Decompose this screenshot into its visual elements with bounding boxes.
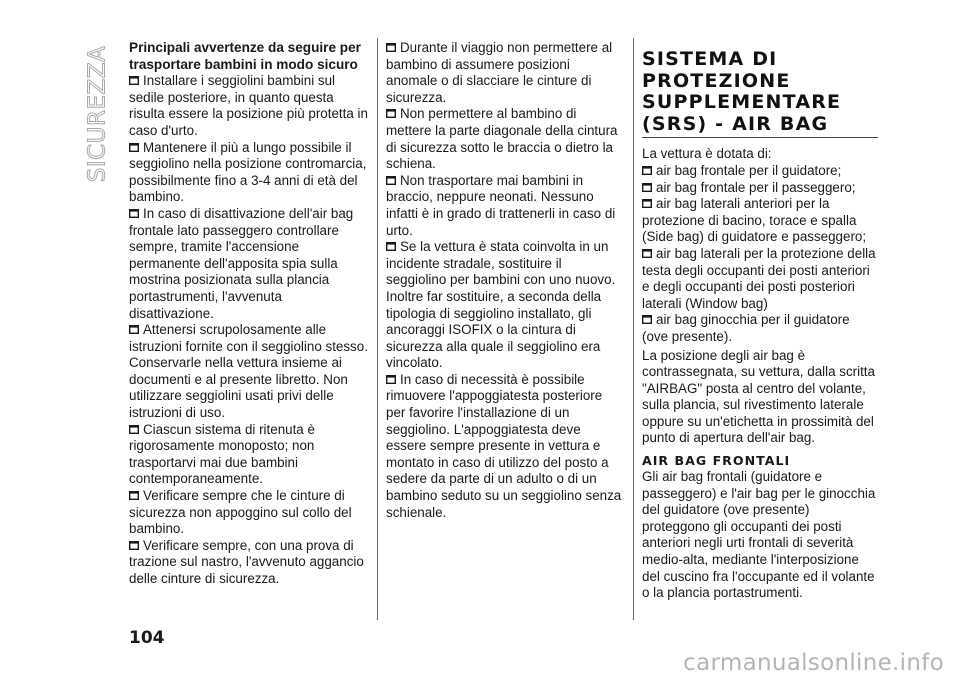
column-divider xyxy=(377,38,378,620)
checkbox-bullet-icon xyxy=(129,209,139,218)
list-item-text: air bag frontale per il guidatore; xyxy=(656,162,842,178)
list-item-text: Non permettere al bambino di mettere la parte diagonale della cintura di sicurezza sotto le braccia o dietro la schiena. xyxy=(386,106,618,172)
list-item-text: Non trasportare mai bambini in braccio, neppure neonati. Nessuno infatti è in grado di trattenerli in caso di urto. xyxy=(386,172,616,238)
position-text: La posizione degli air bag è contrassegnata, su vettura, dalla scritta "AIRBAG" posta al centro del volante, sulla plancia, sul rivestimento laterale oppure su un'etichetta in prossimità del punto di apertura dell'air bag. xyxy=(642,347,875,446)
intro-text: La vettura è dotata di: xyxy=(642,146,772,162)
list-item xyxy=(386,239,624,372)
section-side-tab-label: SICUREZZA xyxy=(84,45,111,183)
list-item-text: Installare i seggiolini bambini sul sedile posteriore, in quanto questa risulta essere la posizione più protetta in caso d'urto. xyxy=(129,73,368,138)
list-item xyxy=(129,488,369,538)
column-1-list xyxy=(129,73,369,587)
list-item xyxy=(386,173,624,239)
list-item-text: air bag frontale per il passeggero; xyxy=(656,179,856,195)
list-item xyxy=(386,40,624,106)
checkbox-bullet-icon xyxy=(642,183,652,192)
list-item-text: Verificare sempre, con una prova di trazione sul nastro, l'avvenuto aggancio delle cinture di sicurezza. xyxy=(129,537,364,586)
list-item xyxy=(129,538,369,588)
checkbox-bullet-icon xyxy=(386,109,396,118)
list-item xyxy=(642,196,878,246)
list-item xyxy=(129,73,369,139)
column-1 xyxy=(129,40,369,588)
list-item xyxy=(386,106,624,172)
list-item xyxy=(642,246,878,312)
column-1-subhead: Principali avvertenze da seguire per trasportare bambini in modo sicuro xyxy=(129,40,361,72)
list-item-text: air bag laterali anteriori per la protezione di bacino, torace e spalla (Side bag) di guidatore e passeggero; xyxy=(642,196,867,245)
checkbox-bullet-icon xyxy=(386,242,396,251)
checkbox-bullet-icon xyxy=(129,76,139,85)
list-item-text: Verificare sempre che le cinture di sicurezza non appoggino sul collo del bambino. xyxy=(129,488,352,537)
list-item-text: Se la vettura è stata coinvolta in un incidente stradale, sostituire il seggiolino per bambini con uno nuovo. Inoltre far sostituire, a seconda della tipologia di seggiolino installato, gli ancoraggi ISOFIX o la cintura di sicurezza alla quale il seggiolino era vincolato. xyxy=(386,239,616,371)
checkbox-bullet-icon xyxy=(642,249,652,258)
column-2-list xyxy=(386,40,624,521)
checkbox-bullet-icon xyxy=(386,43,396,52)
list-item xyxy=(129,422,369,488)
column-2 xyxy=(386,40,624,521)
list-item xyxy=(642,180,878,197)
list-item-text: Attenersi scrupolosamente alle istruzioni fornite con il seggiolino stesso. Conservarle nella vettura insieme ai documenti e al presente libretto. Non utilizzare seggiolini usati privi delle istruzioni di uso. xyxy=(129,322,368,421)
checkbox-bullet-icon xyxy=(642,315,652,324)
list-item-text: air bag ginocchia per il guidatore (ove presente). xyxy=(642,312,850,344)
page-number: 104 xyxy=(129,628,165,648)
checkbox-bullet-icon xyxy=(642,166,652,175)
list-item-text: Durante il viaggio non permettere al bambino di assumere posizioni anomale o di slacciare le cinture di sicurezza. xyxy=(386,40,613,105)
checkbox-bullet-icon xyxy=(129,425,139,434)
list-item-text: In caso di disattivazione dell'air bag frontale lato passeggero controllare sempre, tramite l'accensione permanente dell'apposita spia sulla mostrina posizionata sulla plancia portastrumenti, l'avvenuta disattivazione. xyxy=(129,205,354,321)
checkbox-bullet-icon xyxy=(129,143,139,152)
column-divider xyxy=(633,38,634,620)
frontal-text: Gli air bag frontali (guidatore e passeggero) e l'air bag per le ginocchia del guidatore (ove presente) proteggono gli occupanti dei posti anteriori negli urti frontali di severità medio-alta, mediante l'interposizione del cuscino fra l'occupante ed il volante o la plancia portastrumenti. xyxy=(642,469,876,601)
list-item-text: air bag laterali per la protezione della testa degli occupanti dei posti anteriori e degli occupanti dei posti posteriori laterali (Window bag) xyxy=(642,245,876,311)
list-item xyxy=(642,163,878,180)
subheading-frontal: AIR BAG FRONTALI xyxy=(642,453,791,469)
column-3 xyxy=(642,40,878,602)
list-item xyxy=(129,140,369,206)
section-title: SISTEMA DI PROTEZIONE SUPPLEMENTARE (SRS) - AIR BAG xyxy=(642,48,842,135)
checkbox-bullet-icon xyxy=(386,176,396,185)
list-item-text: Ciascun sistema di ritenuta è rigorosamente monoposto; non trasportarvi mai due bambini contemporaneamente. xyxy=(129,421,315,487)
list-item xyxy=(386,372,624,521)
watermark: carmanualsonline.info xyxy=(683,650,944,676)
list-item-text: In caso di necessità è possibile rimuovere l'appoggiatesta posteriore per favorire l'installazione di un seggiolino. L'appoggiatesta deve essere sempre presente in vettura e montato in caso di utilizzo del posto a sedere da parte di un adulto o di un bambino seduto su un seggiolino senza schienale. xyxy=(386,371,622,520)
list-item xyxy=(129,206,369,322)
list-item xyxy=(129,322,369,422)
list-item-text: Mantenere il più a lungo possibile il seggiolino nella posizione contromarcia, possibilmente fino a 3-4 anni di età del bambino. xyxy=(129,139,367,205)
column-3-list xyxy=(642,163,878,346)
title-rule xyxy=(642,137,878,138)
checkbox-bullet-icon xyxy=(129,325,139,334)
list-item xyxy=(642,312,878,345)
checkbox-bullet-icon xyxy=(129,541,139,550)
checkbox-bullet-icon xyxy=(642,199,652,208)
checkbox-bullet-icon xyxy=(386,375,396,384)
section-side-tab xyxy=(82,45,112,183)
checkbox-bullet-icon xyxy=(129,491,139,500)
